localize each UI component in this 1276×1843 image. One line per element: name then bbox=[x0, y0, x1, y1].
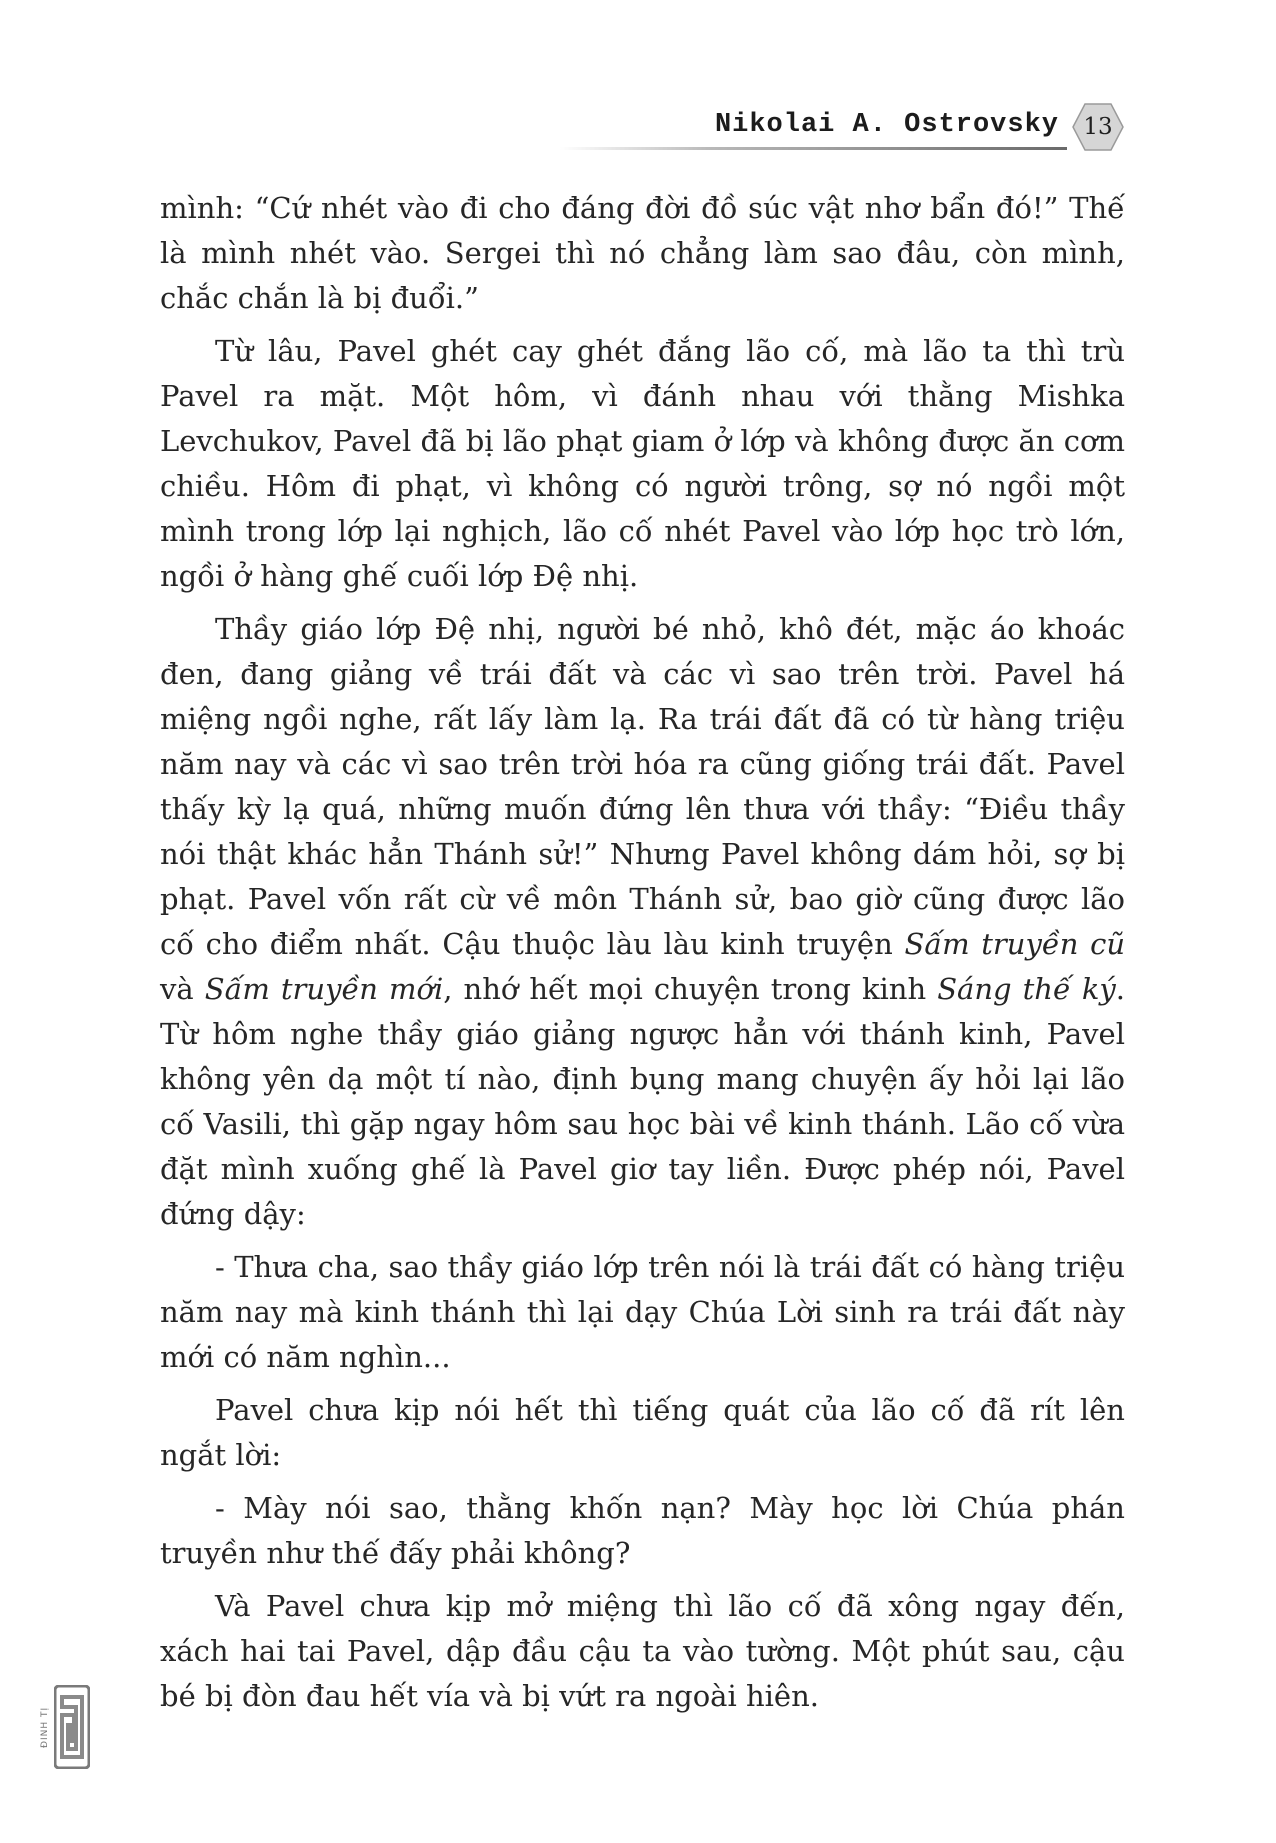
paragraph-6-dialogue: - Mày nói sao, thằng khốn nạn? Mày học lời Chúa phán truyền như thế đấy phải không? bbox=[160, 1491, 1125, 1570]
header-rule bbox=[560, 147, 1067, 150]
paragraph-3 bbox=[160, 607, 1125, 1237]
paragraph-3-text-d: . Từ hôm nghe thầy giáo giảng ngược hẳn với thánh kinh, Pavel không yên dạ một tí nào, định bụng mang chuyện ấy hỏi lại lão cố Vasili, thì gặp ngay hôm sau học bài về kinh thánh. Lão cố vừa đặt mình xuống ghế là Pavel giơ tay liền. Được phép nói, Pavel đứng dậy: bbox=[160, 972, 1125, 1231]
paragraph-5: Pavel chưa kịp nói hết thì tiếng quát của lão cố đã rít lên ngắt lời: bbox=[160, 1393, 1125, 1472]
dinhti-logo-icon bbox=[54, 1685, 90, 1769]
page-number-badge bbox=[1071, 102, 1125, 152]
paragraph-3-text-c: , nhớ hết mọi chuyện trong kinh bbox=[443, 972, 938, 1006]
book-title-sam-truyen-moi: Sấm truyền mới bbox=[204, 972, 444, 1006]
book-title-sang-the-ky: Sáng thế ký bbox=[937, 972, 1116, 1006]
paragraph-3-text-a: Thầy giáo lớp Đệ nhị, người bé nhỏ, khô đét, mặc áo khoác đen, đang giảng về trái đất và các vì sao trên trời. Pavel há miệng ngồi nghe, rất lấy làm lạ. Ra trái đất đã có từ hàng triệu năm nay và các vì sao trên trời hóa ra cũng giống trái đất. Pavel thấy kỳ lạ quá, những muốn đứng lên thưa với thầy: “Điều thầy nói thật khác hẳn Thánh sử!” Nhưng Pavel không dám hỏi, sợ bị phạt. Pavel vốn rất cừ về môn Thánh sử, bao giờ cũng được lão cố cho điểm nhất. Cậu thuộc làu làu kinh truyện bbox=[160, 612, 1125, 961]
body-text bbox=[160, 186, 1125, 1727]
page-number: 13 bbox=[1083, 114, 1113, 140]
page-header bbox=[560, 100, 1125, 152]
paragraph-2: Từ lâu, Pavel ghét cay ghét đắng lão cố, mà lão ta thì trù Pavel ra mặt. Một hôm, vì đánh nhau với thằng Mishka Levchukov, Pavel đã bị lão phạt giam ở lớp và không được ăn cơm chiều. Hôm đi phạt, vì không có người trông, sợ nó ngồi một mình trong lớp lại nghịch, lão cố nhét Pavel vào lớp học trò lớn, ngồi ở hàng ghế cuối lớp Đệ nhị. bbox=[160, 334, 1125, 593]
book-title-sam-truyen-cu: Sấm truyền cũ bbox=[904, 927, 1125, 961]
paragraph-7: Và Pavel chưa kịp mở miệng thì lão cố đã xông ngay đến, xách hai tai Pavel, dập đầu cậu ta vào tường. Một phút sau, cậu bé bị đòn đau hết vía và bị vứt ra ngoài hiên. bbox=[160, 1589, 1125, 1713]
publisher-logo-text: ĐINH TỊ bbox=[40, 1706, 50, 1748]
paragraph-1: mình: “Cứ nhét vào đi cho đáng đời đồ súc vật nhơ bẩn đó!” Thế là mình nhét vào. Sergei thì nó chẳng làm sao đâu, còn mình, chắc chắn là bị đuổi.” bbox=[160, 191, 1125, 315]
paragraph-4-dialogue: - Thưa cha, sao thầy giáo lớp trên nói là trái đất có hàng triệu năm nay mà kinh thánh thì lại dạy Chúa Lời sinh ra trái đất này mới có năm nghìn... bbox=[160, 1250, 1125, 1374]
publisher-logo bbox=[36, 1685, 92, 1769]
running-head-author: Nikolai A. Ostrovsky bbox=[714, 110, 1059, 140]
paragraph-3-text-b: và bbox=[160, 972, 205, 1006]
